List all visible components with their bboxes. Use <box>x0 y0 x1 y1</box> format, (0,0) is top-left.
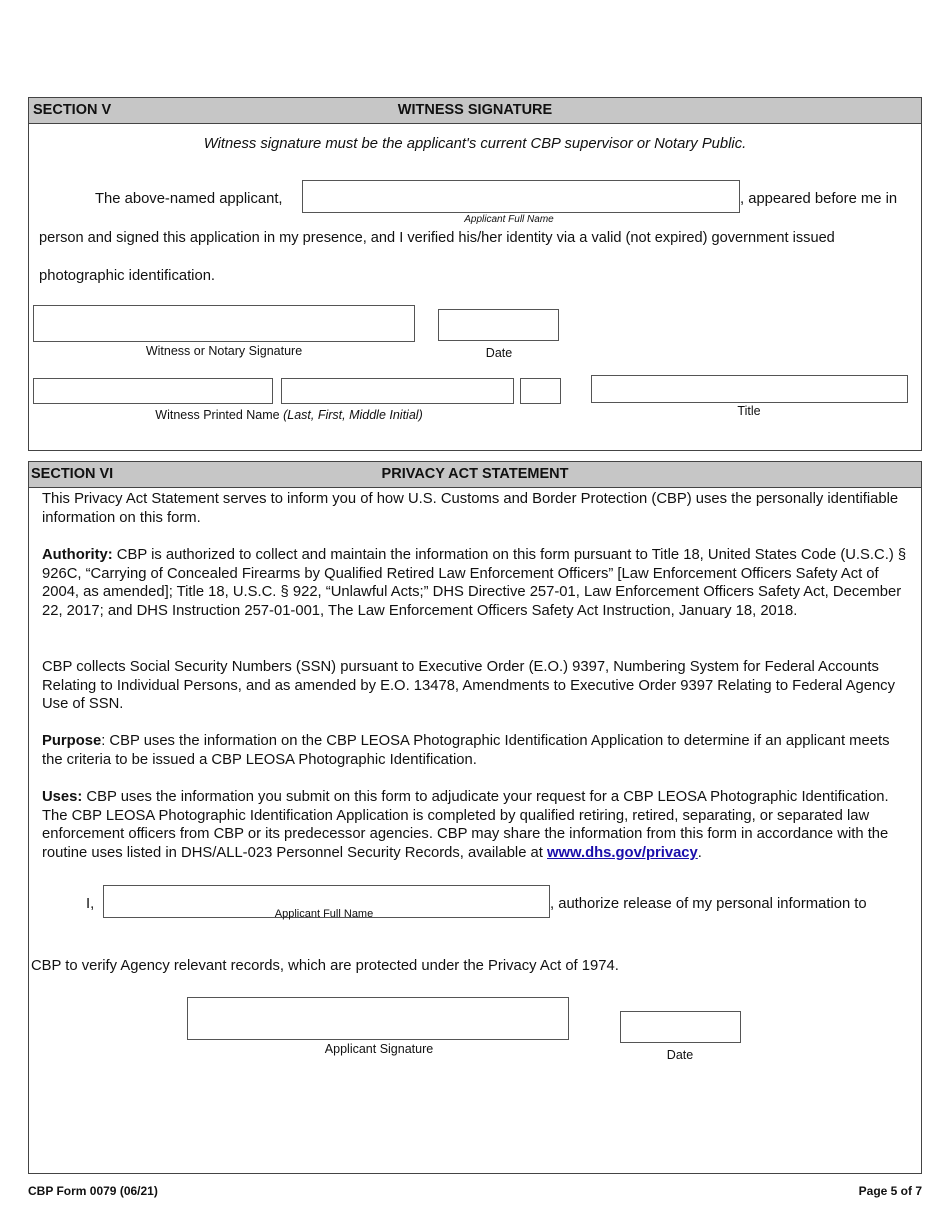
witness-instruction: Witness signature must be the applicant's current CBP supervisor or Notary Public. <box>203 136 747 152</box>
statement-line2: person and signed this application in my presence, and I verified his/her identity via a valid (not expired) government issued <box>39 230 835 246</box>
section-vi <box>28 461 922 1174</box>
uses-paragraph <box>42 788 912 862</box>
authority-paragraph <box>42 546 912 620</box>
statement-lead: The above-named applicant, <box>95 191 283 207</box>
applicant-date-input[interactable] <box>620 1011 741 1043</box>
uses-text: CBP uses the information you submit on this form to adjudicate your request for a CBP LEOSA Photographic Identification. The CBP LEOSA Photographic Identification Application is completed by qualified retiring, retired, separating, or separated law enforcement officers from CBP or its predecessor agencies. CBP may share the information from this form in accordance with the routine uses listed in DHS/ALL-023 Personnel Security Records, available at <box>42 789 889 861</box>
authorize-tail: , authorize release of my personal information to <box>550 896 867 912</box>
section-vi-header <box>29 462 921 488</box>
authority-text: CBP is authorized to collect and maintain the information on this form pursuant to Title 18, United States Code (U.S.C.) § 926C, “Carrying of Concealed Firearms by Qualified Retired Law Enforcement Officers” [Law Enforcement Officers Safety Act of 2004, as amended]; Title 18, U.S.C. § 922, “Unlawful Acts;” DHS Directive 257-01, Law Enforcement Officers Safety Act, December 22, 2017; and DHS Instruction 257-01-001, The Law Enforcement Officers Safety Act Instruction, January 18, 2018. <box>42 547 907 619</box>
witness-signature-caption: Witness or Notary Signature <box>145 344 303 358</box>
section-v-number: SECTION V <box>33 102 112 118</box>
section-v-header <box>29 98 921 124</box>
ssn-paragraph: CBP collects Social Security Numbers (SSN) pursuant to Executive Order (E.O.) 9397, Numbering System for Federal Accounts Relating to Individual Persons, and as amended by E.O. 13478, Amendments to Executive Order 9397 Relating to Federal Agency Use of SSN. <box>42 659 895 713</box>
purpose-text: : CBP uses the information on the CBP LEOSA Photographic Identification Application to determine if an applicant meets the criteria to be issued a CBP LEOSA Photographic Identification. <box>42 733 890 768</box>
authority-label: Authority: <box>42 547 113 563</box>
authorize-name-caption: Applicant Full Name <box>274 908 374 920</box>
witness-middle-initial-input[interactable] <box>520 378 561 404</box>
printed-name-caption <box>119 408 459 422</box>
authorize-lead: I, <box>86 896 95 912</box>
purpose-paragraph <box>42 732 912 769</box>
page-number: Page 5 of 7 <box>858 1184 922 1198</box>
section-vi-title: PRIVACY ACT STATEMENT <box>381 466 569 482</box>
applicant-full-name-input[interactable] <box>302 180 740 213</box>
privacy-intro: This Privacy Act Statement serves to inform you of how U.S. Customs and Border Protection (CBP) uses the personally identifiable information on this form. <box>42 491 899 526</box>
statement-line3: photographic identification. <box>39 268 216 284</box>
dhs-privacy-link[interactable]: www.dhs.gov/privacy <box>547 844 698 861</box>
printed-name-hint: (Last, First, Middle Initial) <box>283 408 423 422</box>
form-id: CBP Form 0079 (06/21) <box>28 1184 158 1198</box>
witness-first-name-input[interactable] <box>281 378 514 404</box>
witness-title-input[interactable] <box>591 375 908 403</box>
applicant-name-caption: Applicant Full Name <box>464 214 554 225</box>
printed-name-label: Witness Printed Name <box>155 408 280 422</box>
statement-tail: , appeared before me in <box>740 191 898 207</box>
witness-last-name-input[interactable] <box>33 378 273 404</box>
uses-end: . <box>697 844 702 861</box>
purpose-label: Purpose <box>42 733 102 749</box>
witness-signature-input[interactable] <box>33 305 415 342</box>
verify-text: CBP to verify Agency relevant records, which are protected under the Privacy Act of 1974. <box>31 958 619 974</box>
title-caption: Title <box>737 404 761 418</box>
section-v-title: WITNESS SIGNATURE <box>397 102 553 118</box>
applicant-signature-input[interactable] <box>187 997 569 1040</box>
applicant-signature-caption: Applicant Signature <box>324 1042 434 1056</box>
uses-label: Uses: <box>42 789 83 805</box>
applicant-date-caption: Date <box>666 1048 694 1062</box>
witness-date-input[interactable] <box>438 309 559 341</box>
section-vi-number: SECTION VI <box>31 466 114 482</box>
section-v <box>28 97 922 451</box>
witness-date-caption: Date <box>485 346 513 360</box>
